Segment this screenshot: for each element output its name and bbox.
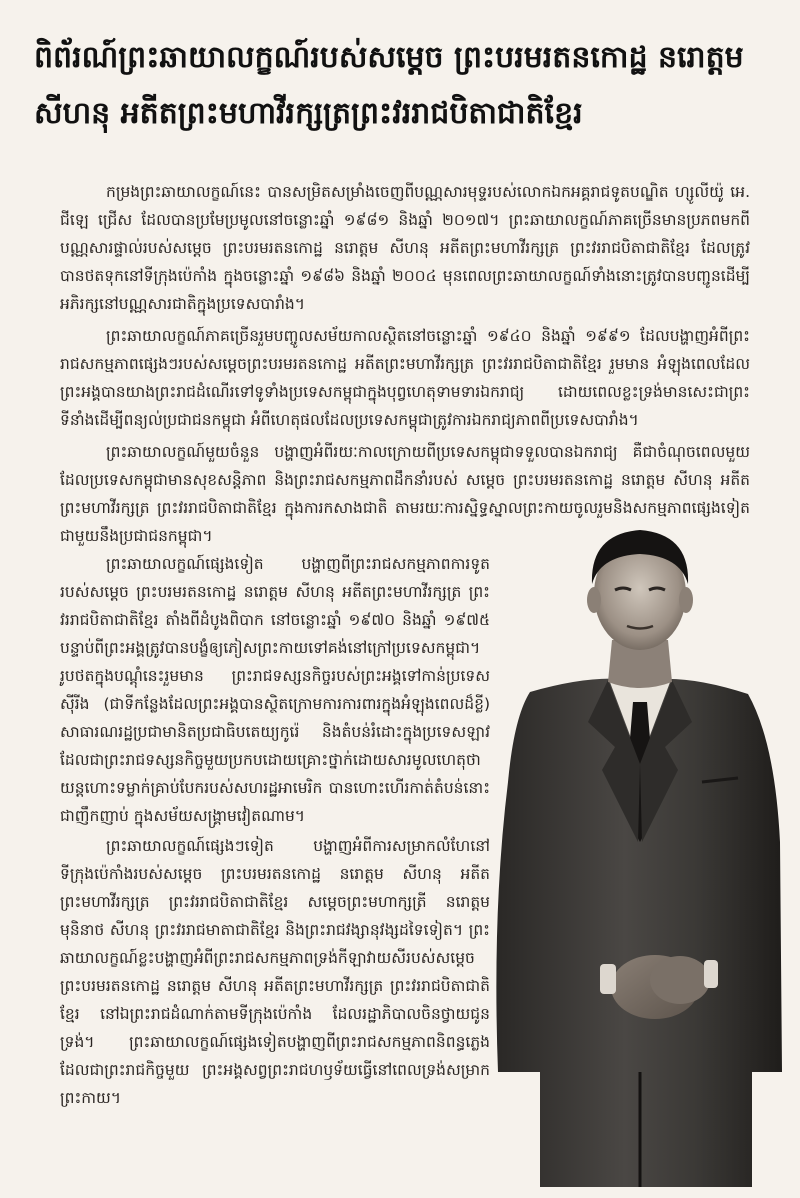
paragraph-3: ព្រះឆាយាលក្ខណ៍មួយចំនួន បង្ហាញអំពីរយៈកាលក្រោយពីប្រទេសកម្ពុជាទទួលបានឯករាជ្យ គឺជាចំណុចពេលមួយដែលប្រទេសកម្ពុជាមានសុខសន្តិភាព និងព្រះរាជសកម្មភាពដឹកនាំរបស់ សម្តេច ព្រះបរមរតនកោដ្ឋ នរោត្តម សីហនុ អតីតព្រះមហាវីរក្សត្រ ព្រះវររាជបិតាជាតិខ្មែរ ក្នុងការកសាងជាតិ តាមរយៈការស្និទ្ធស្នាលព្រះកាយចូលរួមនិងសកម្មភាពផ្សេងទៀតជាមួយនឹងប្រជាជនកម្ពុជា។ (60, 443, 750, 545)
paragraph-2: ព្រះឆាយាលក្ខណ៍ភាគច្រើនរួមបញ្ចូលសម័យកាលស្ថិតនៅចន្លោះឆ្នាំ ១៩៤០ និងឆ្នាំ ១៩៩១ ដែលបង្ហាញអំពីព្រះរាជសកម្មភាពផ្សេងៗរបស់សម្តេចព្រះបរមរតនកោដ្ឋ អតីតព្រះមហាវីរក្សត្រ ព្រះវររាជបិតាជាតិខ្មែរ រួមមាន អំឡុងពេលដែលព្រះអង្គបានយាងព្រះរាជដំណើរទៅទូទាំងប្រទេសកម្ពុជាក្នុងបុព្វហេតុទាមទារឯករាជ្យ ដោយពេលខ្លះទ្រង់មានសេះជាព្រះទីនាំងដើម្បីពន្យល់ប្រជាជនកម្ពុជា អំពីហេតុផលដែលប្រទេសកម្ពុជាត្រូវការឯករាជ្យភាពពីប្រទេសបារាំង។ (60, 327, 750, 429)
paragraph-1: កម្រងព្រះឆាយាលក្ខណ៍នេះ បានសម្រិតសម្រាំងចេញពីបណ្ណសារមុទ្ទរបស់លោកឯកអគ្គរាជទូតបណ្ឌិត ហ្សូលីយ៉ូ អេ. ជីឡេ ជ្រើស ដែលបានប្រមែប្រមូលនៅចន្លោះឆ្នាំ ១៩៨១ និងឆ្នាំ ២០១៧។ ព្រះឆាយាលក្ខណ៍ភាគច្រើនមានប្រភពមកពីបណ្ណសារផ្ទាល់របស់សម្តេច ព្រះបរមរតនកោដ្ឋ នរោត្តម សីហនុ អតីតព្រះមហាវីរក្សត្រ ព្រះវររាជបិតាជាតិខ្មែរ ដែលត្រូវបានថតទុកនៅទីក្រុងប៉េកាំង ក្នុងចន្លោះឆ្នាំ ១៩៨៦ និងឆ្នាំ ២០០៤ មុនពេលព្រះឆាយាលក្ខណ៍ទាំងនោះត្រូវបានបញ្ជូនដើម្បីអភិរក្សនៅបណ្ណសារជាតិក្នុងប្រទេសបារាំង។ (60, 183, 750, 313)
paragraph-5: ព្រះឆាយាលក្ខណ៍ផ្សេងៗទៀត បង្ហាញអំពីការសម្រាកលំហែនៅទីក្រុងប៉េកាំងរបស់សម្តេច ព្រះបរមរតនកោដ្ឋ នរោត្តម សីហនុ អតីតព្រះមហាវីរក្សត្រ ព្រះវររាជបិតាជាតិខ្មែរ សម្តេចព្រះមហាក្សត្រី នរោត្តម មុនិនាថ សីហនុ ព្រះវររាជមាតាជាតិខ្មែរ និងព្រះរាជវង្សានុវង្សដទៃទៀត។ ព្រះឆាយាលក្ខណ៍ខ្លះបង្ហាញអំពីព្រះរាជសកម្មភាពទ្រង់កីឡាវាយសីរបស់សម្តេច ព្រះបរមរតនកោដ្ឋ នរោត្តម សីហនុ អតីតព្រះមហាវីរក្សត្រ ព្រះវររាជបិតាជាតិខ្មែរ នៅឯព្រះរាជដំណាក់តាមទីក្រុងប៉េកាំង ដែលរដ្ឋាភិបាលចិនថ្វាយជូនទ្រង់។ ព្រះឆាយាលក្ខណ៍ផ្សេងទៀតបង្ហាញពីព្រះរាជសកម្មភាពនិពន្ធភ្លេង ដែលជាព្រះរាជកិច្ចមួយ ព្រះអង្គសព្វព្រះរាជហឫទ័យធ្វើនៅពេលទ្រង់សម្រាកព្រះកាយ។ (60, 837, 490, 1107)
page-title: ពិព័រណ៍ព្រះឆាយាលក្ខណ៍របស់សម្តេច ព្រះបរមរតនកោដ្ឋ នរោត្តម សីហនុ អតីតព្រះមហាវីរក្សត្រព្រះវររាជបិតាជាតិខ្មែរ (34, 40, 744, 131)
paragraph-4: ព្រះឆាយាលក្ខណ៍ផ្សេងទៀត បង្ហាញពីព្រះរាជសកម្មភាពការទូត របស់សម្តេច ព្រះបរមរតនកោដ្ឋ នរោត្តម សីហនុ អតីតព្រះមហាវីរក្សត្រ ព្រះវររាជបិតាជាតិខ្មែរ តាំងពីដំបូងពិបាក នៅចន្លោះឆ្នាំ ១៩៧០ និងឆ្នាំ ១៩៧៥ បន្ទាប់ពីព្រះអង្គត្រូវបានបង្ខំឲ្យភៀសព្រះកាយទៅគង់នៅក្រៅប្រទេសកម្ពុជា។ រូបថតក្នុងបណ្តុំនេះរួមមាន ព្រះរាជទស្សនកិច្ចរបស់ព្រះអង្គទៅកាន់ប្រទេសស៊ីរីង (ជាទីកន្លែងដែលព្រះអង្គបានស្ថិតក្រោមការការពារក្នុងអំឡុងពេលដ៏ខ្លី) សាធារណរដ្ឋប្រជាមានិតប្រជាធិបតេយ្យកូរ៉េ និងតំបន់រំដោះក្នុងប្រទេសឡាវ ដែលជាព្រះរាជទស្សនកិច្ចមួយប្រកបដោយគ្រោះថ្នាក់ដោយសារមូលហេតុថា យន្តហោះទម្លាក់គ្រាប់បែករបស់សហរដ្ឋអាមេរិក បានហោះហើរកាត់តំបន់នោះជាញឹកញាប់ ក្នុងសម័យសង្គ្រាមវៀតណាម។ (60, 555, 490, 825)
portrait-photo (490, 512, 785, 1187)
